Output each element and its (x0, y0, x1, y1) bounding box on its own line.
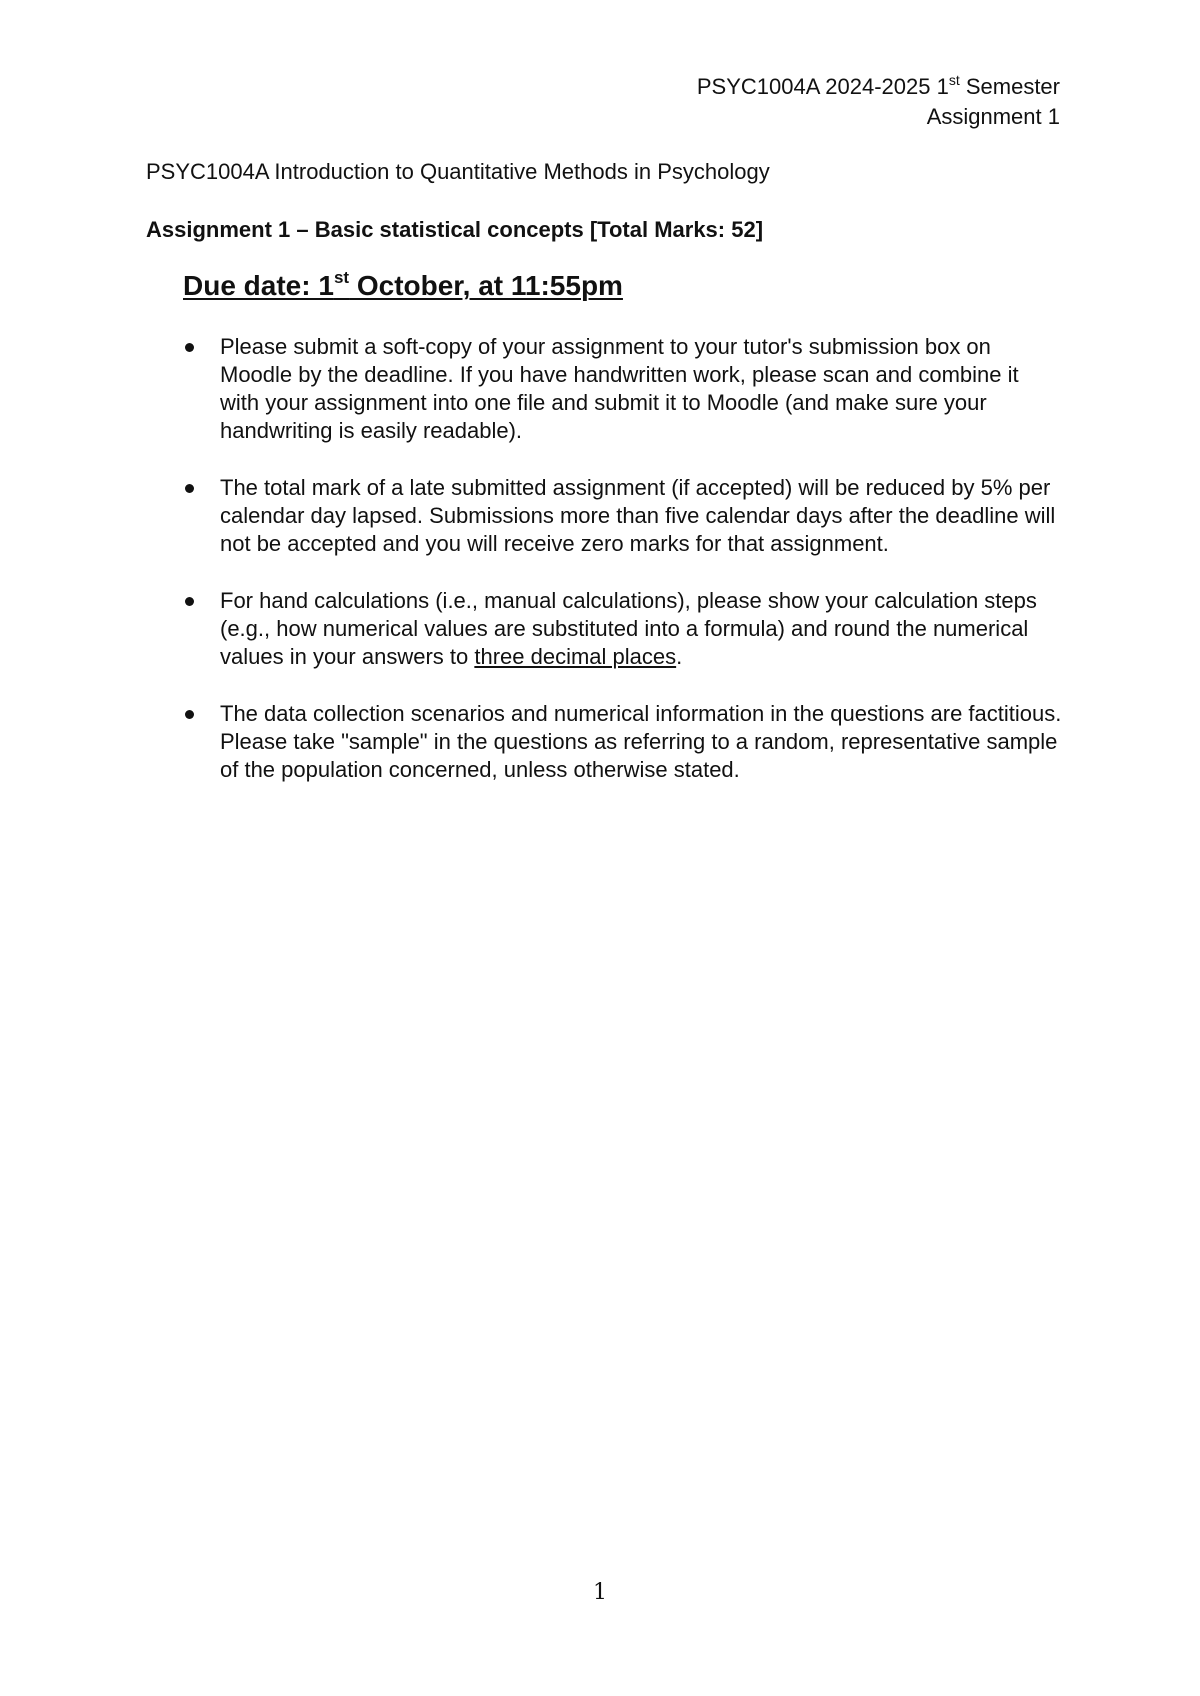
instruction-item: The data collection scenarios and numerical information in the questions are factitious. Please take "sample" in the questions as referring to a random, representative sample of the population concerned, unless otherwise stated. (183, 700, 1063, 784)
due-date-heading: Due date: 1st October, at 11:55pm (183, 268, 623, 301)
course-title: PSYC1004A Introduction to Quantitative Methods in Psychology (146, 159, 770, 184)
bullet-icon (185, 484, 194, 493)
page-header (697, 72, 1060, 132)
bullet-icon (185, 343, 194, 352)
underlined-emphasis: three decimal places (474, 644, 677, 669)
instruction-item: For hand calculations (i.e., manual calculations), please show your calculation steps (e.g., how numerical values are substituted into a formula) and round the numerical values in your answers to three decimal places. (183, 587, 1063, 671)
header-assignment-line: Assignment 1 (926, 104, 1060, 129)
bullet-icon (185, 597, 194, 606)
bullet-icon (185, 710, 194, 719)
assignment-title: Assignment 1 – Basic statistical concepts [Total Marks: 52] (146, 217, 764, 242)
page-number: 1 (593, 1580, 607, 1605)
instructions-list (183, 333, 1063, 813)
header-course-line: PSYC1004A 2024-2025 1st Semester (696, 72, 1060, 99)
instruction-item: Please submit a soft-copy of your assignment to your tutor's submission box on Moodle by the deadline. If you have handwritten work, please scan and combine it with your assignment into one file and submit it to Moodle (and make sure your handwriting is easily readable). (183, 333, 1063, 445)
instruction-item: The total mark of a late submitted assignment (if accepted) will be reduced by 5% per calendar day lapsed. Submissions more than five calendar days after the deadline will not be accepted and you will receive zero marks for that assignment. (183, 474, 1063, 558)
